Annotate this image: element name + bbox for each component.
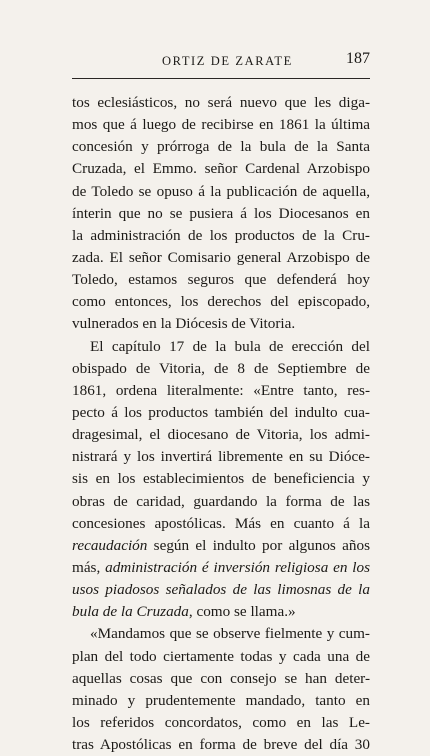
- text-segment: más,: [72, 558, 106, 576]
- italic-text-segment: bula de la Cruzada: [72, 603, 189, 621]
- text-line: Toledo, estamos seguros que defenderá hoy: [72, 271, 370, 289]
- text-line: los referidos concordatos, como en las Le-: [72, 713, 370, 731]
- text-line: ínterin que no se pusiera á los Diocesanos en: [72, 204, 370, 222]
- text-line: pecto á los productos también del indulto cua-: [72, 403, 370, 421]
- text-line: [72, 535, 370, 557]
- italic-text-segment: usos piadosos señalados de las limosnas de la: [72, 581, 370, 599]
- text-line: vulnerados en la Diócesis de Vitoria.: [72, 315, 296, 333]
- text-line: «Mandamos que se observe fielmente y cum-: [90, 625, 370, 643]
- text-line: 1861, ordena literalmente: «Entre tanto, res-: [72, 381, 370, 399]
- text-segment: según el indulto por algunos años: [147, 536, 370, 554]
- italic-text-segment: administración é inversión religiosa en los: [105, 558, 370, 576]
- text-line: [72, 557, 370, 579]
- text-line: la administración de los productos de la Cru-: [72, 226, 370, 244]
- text-line: sis en los establecimientos de beneficiencia y: [72, 470, 370, 488]
- italic-text-segment: recaudación: [72, 536, 148, 554]
- text-line: dragesimal, el diocesano de Vitoria, los admi-: [72, 426, 370, 444]
- text-line: mos que á luego de recibirse en 1861 la última: [72, 116, 370, 134]
- text-line: concesiones apostólicas. Más en cuanto á la: [72, 514, 370, 532]
- text-line: aquellas cosas que con consejo se han deter-: [72, 669, 370, 687]
- text-line: Cruzada, el Emmo. señor Cardenal Arzobispo: [72, 160, 370, 178]
- text-line: tras Apostólicas en forma de breve del día 30: [72, 736, 370, 754]
- text-line: [72, 579, 370, 601]
- text-line: [72, 601, 370, 623]
- text-line: tos eclesiásticos, no será nuevo que les diga-: [72, 94, 370, 111]
- text-line: zada. El señor Comisario general Arzobispo de: [72, 248, 370, 266]
- text-line: obras de caridad, guardando la forma de las: [72, 492, 370, 510]
- text-line: de Toledo se opuso á la publicación de aquella,: [72, 182, 370, 200]
- running-title: ORTIZ DE ZARATE: [162, 54, 293, 68]
- page-header: [72, 52, 370, 74]
- text-line: plan del todo ciertamente todas y cada una de: [72, 647, 370, 665]
- page-number: 187: [346, 50, 370, 67]
- text-line: El capítulo 17 de la bula de erección del: [90, 337, 370, 355]
- text-line: como entonces, los derechos del episcopado,: [72, 293, 370, 311]
- text-line: concesión y prórroga de la bula de la Santa: [72, 138, 370, 156]
- text-segment: , como se llama.»: [188, 603, 296, 621]
- header-rule: [72, 78, 370, 79]
- text-line: obispado de Vitoria, de 8 de Septiembre de: [72, 359, 370, 377]
- body-text: [72, 92, 370, 756]
- text-line: minado y prudentemente mandado, tanto en: [72, 691, 370, 709]
- text-line: nistrará y los invertirá libremente en su Dióce-: [72, 448, 370, 466]
